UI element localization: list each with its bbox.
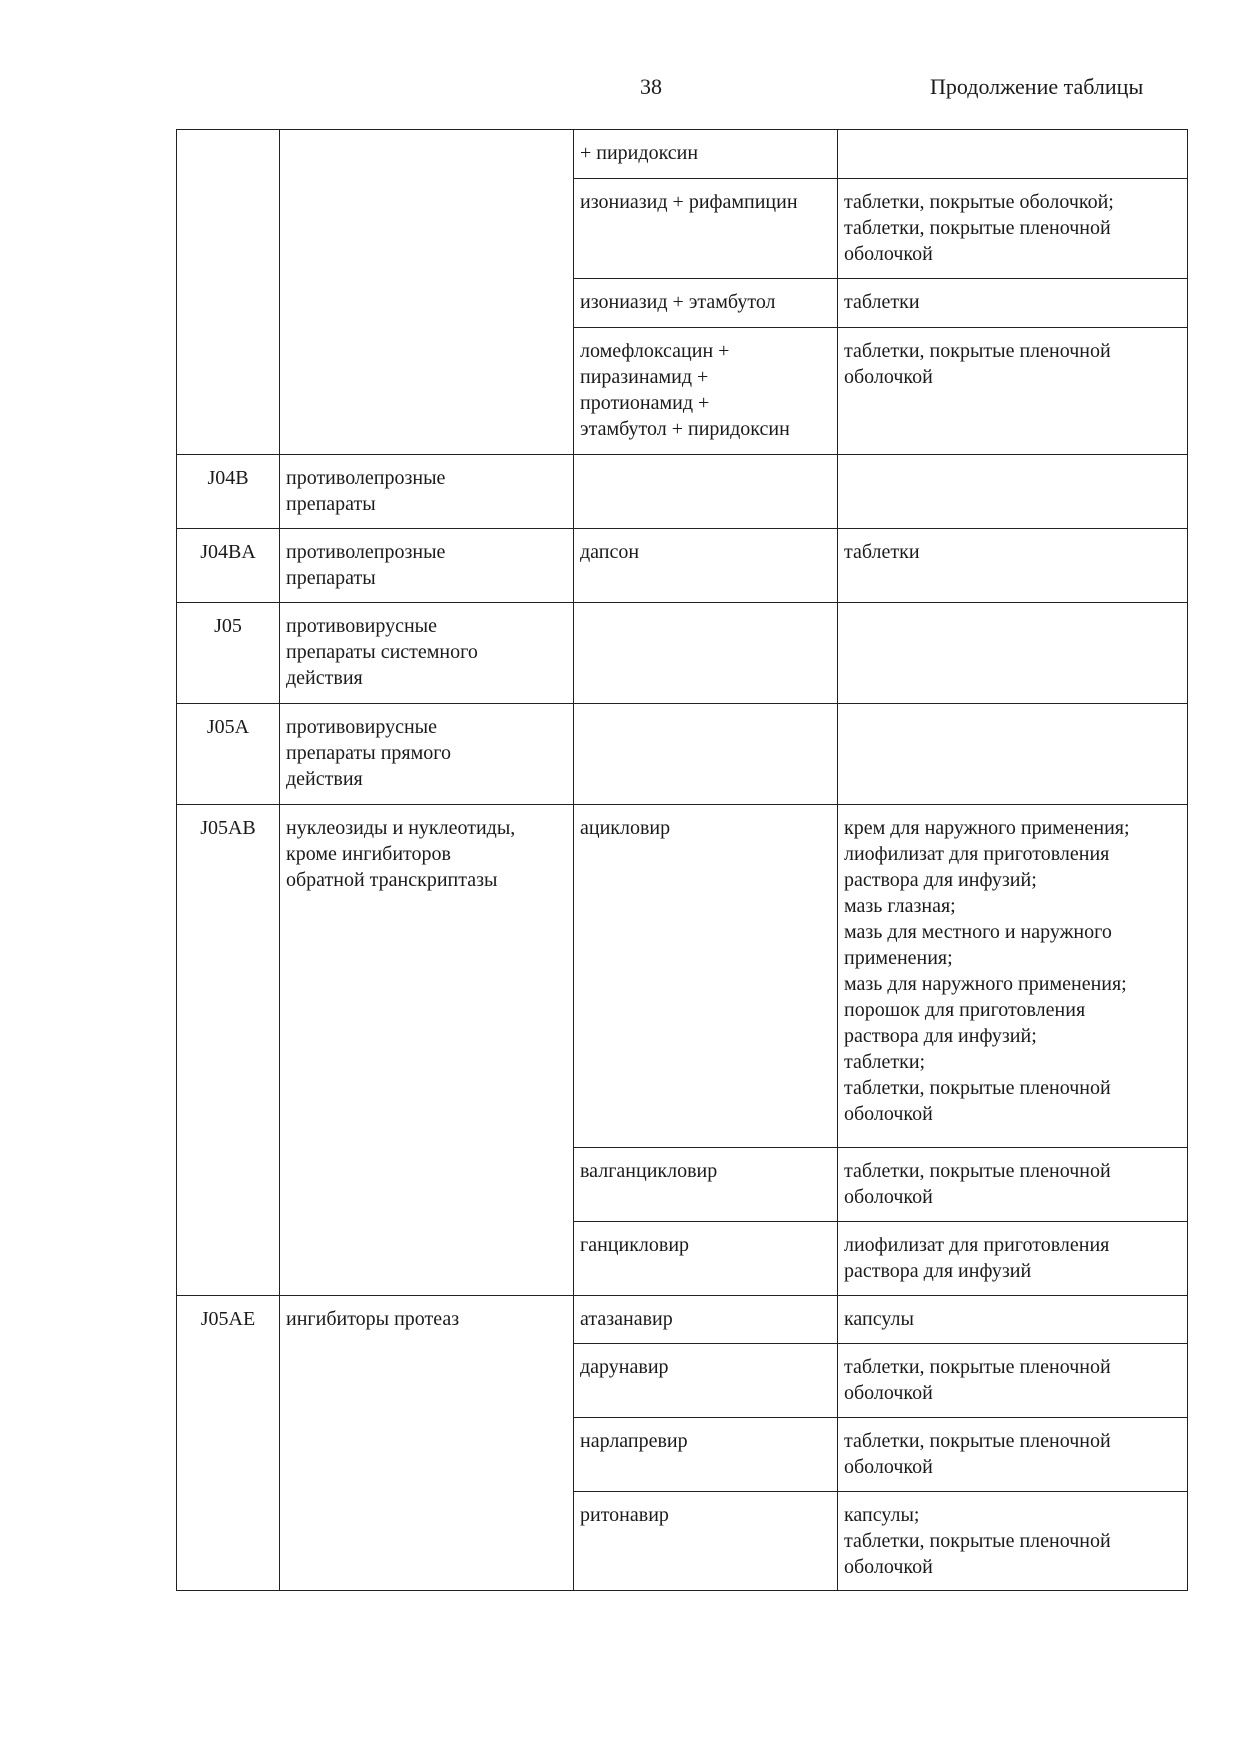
group-name-cell: противовирусные препараты прямого действия [280,704,574,805]
dosage-form-cell: крем для наружного применения; лиофилизат для приготовления раствора для инфузий; мазь глазная; мазь для местного и наружного применения; мазь для наружного применения; порошок для приготовления раствора для инфузий; таблетки; таблетки, покрытые пленочной оболочкой [838,805,1188,1148]
drug-name-cell [574,704,838,805]
group-name-cell: противолепрозные препараты [280,529,574,603]
table-continuation-label: Продолжение таблицы [930,74,1144,99]
drug-name-cell: изониазид + рифампицин [574,179,838,279]
dosage-form-cell: лиофилизат для приготовления раствора для инфузий [838,1222,1188,1296]
drug-name-cell [574,603,838,704]
dosage-form-cell: таблетки, покрытые пленочной оболочкой [838,1148,1188,1222]
atc-code-cell: J05A [177,704,280,805]
drug-name-cell: дарунавир [574,1344,838,1418]
drug-name-cell [574,455,838,529]
dosage-form-cell [838,704,1188,805]
dosage-form-cell [838,455,1188,529]
atc-code-cell [177,130,280,455]
group-name-cell: нуклеозиды и нуклеотиды, кроме ингибиторов обратной транскриптазы [280,805,574,1296]
group-name-cell: ингибиторы протеаз [280,1296,574,1591]
atc-code-cell: J05 [177,603,280,704]
drug-name-cell: ломефлоксацин + пиразинамид + протионамид + этамбутол + пиридоксин [574,328,838,455]
group-name-cell: противолепрозные препараты [280,455,574,529]
dosage-form-cell: таблетки [838,529,1188,603]
table-row [177,805,1188,1148]
drug-name-cell: + пиридоксин [574,130,838,179]
page-number: 38 [640,74,662,99]
drug-name-cell: атазанавир [574,1296,838,1344]
table-row [177,529,1188,603]
drug-name-cell: нарлапревир [574,1418,838,1492]
dosage-form-cell: таблетки, покрытые оболочкой; таблетки, покрытые пленочной оболочкой [838,179,1188,279]
drug-name-cell: ганцикловир [574,1222,838,1296]
group-name-cell [280,130,574,455]
drug-name-cell: дапсон [574,529,838,603]
dosage-form-cell: таблетки, покрытые пленочной оболочкой [838,1418,1188,1492]
table-row [177,603,1188,704]
dosage-form-cell [838,130,1188,179]
table-row [177,130,1188,179]
drug-name-cell: ритонавир [574,1492,838,1591]
drug-name-cell: валганцикловир [574,1148,838,1222]
atc-code-cell: J04B [177,455,280,529]
drug-name-cell: изониазид + этамбутол [574,279,838,328]
atc-code-cell: J04BA [177,529,280,603]
dosage-form-cell: капсулы; таблетки, покрытые пленочной оболочкой [838,1492,1188,1591]
table-row [177,1296,1188,1344]
atc-code-cell: J05AB [177,805,280,1296]
atc-code-cell: J05AE [177,1296,280,1591]
drug-table [176,129,1188,1591]
dosage-form-cell: таблетки, покрытые пленочной оболочкой [838,1344,1188,1418]
drug-name-cell: ацикловир [574,805,838,1148]
dosage-form-cell: таблетки [838,279,1188,328]
table-row [177,455,1188,529]
dosage-form-cell: капсулы [838,1296,1188,1344]
dosage-form-cell: таблетки, покрытые пленочной оболочкой [838,328,1188,455]
table-row [177,704,1188,805]
group-name-cell: противовирусные препараты системного действия [280,603,574,704]
dosage-form-cell [838,603,1188,704]
